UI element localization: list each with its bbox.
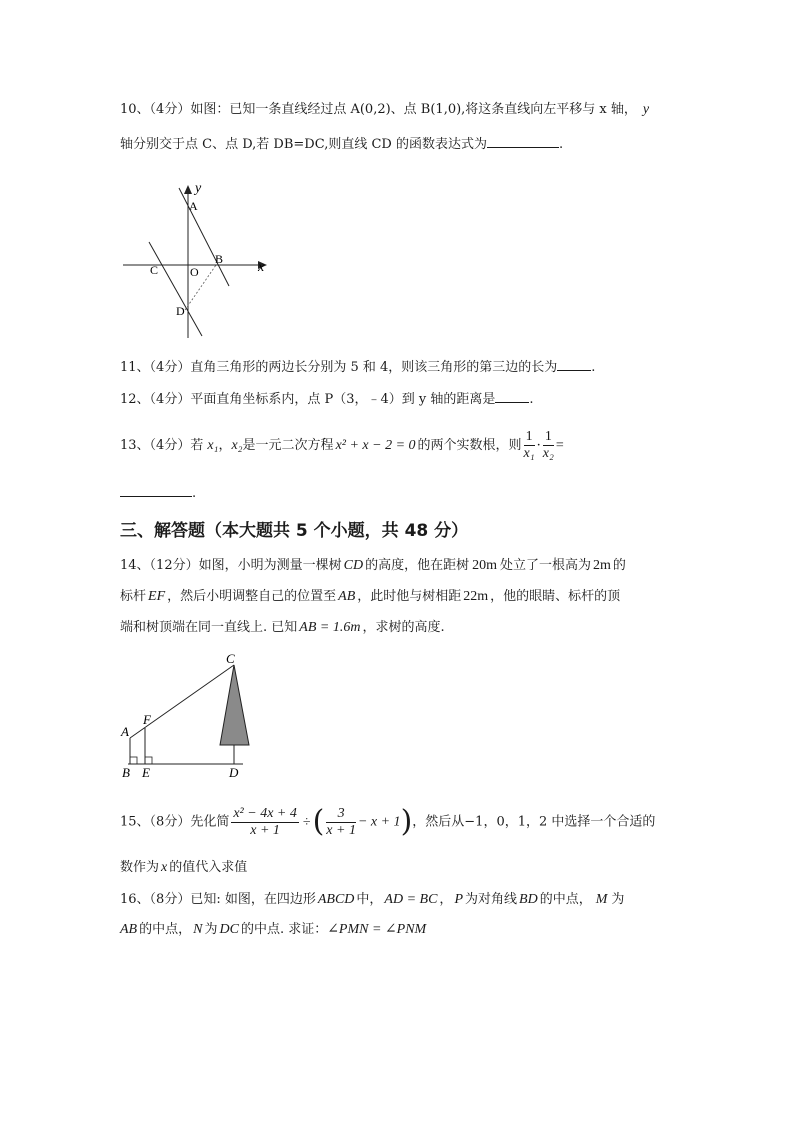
q16-abcd: ABCD [317, 892, 355, 907]
q13-fraction-2 [543, 429, 554, 462]
q15-right-paren: ) [400, 804, 413, 839]
q12-score: （4分） [149, 392, 191, 407]
q16-m: M [595, 892, 608, 907]
q14-line2 [120, 588, 620, 606]
q15-left-paren: ( [312, 804, 325, 839]
q15-fraction-1 [231, 806, 299, 839]
q14-line3 [120, 619, 445, 637]
q16-text-1c: ， [439, 892, 453, 907]
q15-fraction-1-den: x + 1 [250, 822, 280, 838]
q14-ef: EF [148, 589, 166, 604]
q15-tail-expr: − x + 1 [357, 814, 401, 830]
q10-label-O: O [190, 265, 199, 279]
q10-label-B: B [215, 252, 224, 266]
q14-text-3b: ，求树的高度. [362, 620, 445, 635]
q15-fraction-2-num: 3 [326, 806, 356, 823]
q13-score: （4分） [149, 438, 191, 453]
q10-answer-blank [487, 135, 559, 148]
q12-answer-blank [495, 390, 529, 403]
q16-dc: DC [219, 922, 239, 937]
q13-text-3: 的两个实数根，则 [417, 438, 522, 453]
q15-line2 [120, 859, 247, 877]
q10-text-1: 如图：已知一条直线经过点 A(0,2)、点 B(1,0),将这条直线向左平移与 x 轴， [190, 102, 637, 117]
q14-number: 14、 [120, 558, 150, 573]
q14-label-C: C [226, 651, 235, 666]
q10-line-ab [179, 188, 229, 286]
q14-distance-20m: 20m [472, 558, 497, 573]
q13-x2: x₂ [231, 438, 243, 453]
q13-comma: ， [218, 438, 232, 453]
q13-answer-blank [120, 484, 192, 497]
q10-label-x: x [258, 260, 265, 275]
q11-text: 直角三角形的两边长分别为 5 和 4，则该三角形的第三边的长为 [190, 360, 558, 375]
q13-fraction-2-den: x₂ [542, 446, 554, 461]
q14-text-1a: 如图，小明为测量一棵树 [198, 558, 342, 573]
q16-bd: BD [519, 892, 538, 907]
q12 [120, 390, 534, 409]
q10-period: . [558, 137, 564, 152]
q13-text-2: 是一元二次方程 [242, 438, 334, 453]
q14-line1 [120, 557, 626, 575]
q11-answer-blank [557, 358, 591, 371]
q10-number: 10、 [120, 102, 150, 117]
q16-score: （8分） [149, 892, 191, 907]
q13-fraction-2-num: 1 [543, 429, 554, 446]
q11-score: （4分） [149, 360, 191, 375]
q11-period: . [591, 360, 596, 375]
q14-text-2b: ，然后小明调整自己的位置至 [167, 589, 337, 604]
q15-x: x [161, 860, 168, 875]
q14-label-F: F [143, 712, 151, 727]
q16-ab: AB [120, 922, 138, 937]
q14-text-2a: 标杆 [120, 589, 147, 604]
q11 [120, 358, 595, 377]
q16-ad-bc: AD = BC [384, 892, 438, 907]
q14-label-A: A [121, 724, 129, 739]
q10-line2 [120, 135, 563, 154]
q16-text-1b: 中， [356, 892, 383, 907]
q16-text-2c: 的中点. 求证： [240, 922, 328, 937]
q14-text-1c: 处立了一根高为 [499, 558, 591, 573]
q10-text-2: 轴分别交于点 C、点 D,若 DB=DC,则直线 CD 的函数表达式为 [120, 137, 487, 152]
q14-text-2d: ，他的眼睛、标杆的顶 [490, 589, 621, 604]
q14-tree-figure [115, 648, 265, 783]
q15-number: 15、 [120, 814, 150, 830]
q13-fraction-1 [524, 429, 535, 462]
q16-number: 16、 [120, 892, 150, 907]
q14-height-2m: 2m [592, 558, 611, 573]
q13-dot: · [536, 438, 541, 453]
q10-coordinate-figure [115, 178, 280, 343]
q15-score: （8分） [149, 814, 191, 830]
q16-text-1f: 为 [611, 892, 625, 907]
q10-label-A: A [189, 199, 198, 213]
q13-number: 13、 [120, 438, 150, 453]
q15-fraction-2 [326, 806, 356, 839]
q12-number: 12、 [120, 392, 150, 407]
q15-text-4: 的值代入求值 [169, 860, 248, 875]
q16-p: P [454, 892, 463, 907]
q10-y-arrow [184, 185, 192, 194]
q16-text-2a: 的中点， [139, 922, 192, 937]
q10-line1 [120, 101, 649, 119]
q12-text: 平面直角坐标系内，点 P（3，﹣4）到 y 轴的距离是 [190, 392, 496, 407]
q14-text-3a: 端和树顶端在同一直线上. 已知 [120, 620, 298, 635]
q16-line2 [120, 921, 426, 939]
q14-right-angle-b [130, 757, 137, 764]
q15-fraction-1-num: x² − 4x + 4 [233, 805, 297, 821]
q14-right-angle-e [145, 757, 152, 764]
q13-fraction-1-den: x₁ [523, 446, 535, 461]
q13-equation: x² + x − 2 = 0 [335, 438, 416, 453]
q14-ab-value: AB = 1.6m [299, 620, 361, 635]
q14-text-1d: 的 [612, 558, 626, 573]
q14-cd: CD [343, 558, 364, 573]
q10-label-y: y [195, 181, 202, 196]
q15-divide: ÷ [302, 814, 311, 830]
q15-fraction-2-den: x + 1 [326, 822, 356, 838]
q14-score: （12分） [149, 558, 199, 573]
section-3-heading: 三、解答题（本大题共 5 个小题，共 48 分） [120, 521, 469, 541]
q15-text-1: 先化简 [190, 814, 230, 830]
q15-text-3: 数作为 [120, 860, 160, 875]
q13-line1 [120, 426, 564, 466]
q13-period: . [192, 486, 197, 501]
q16-line1 [120, 891, 624, 909]
q11-number: 11、 [120, 360, 150, 375]
q16-text-1d: 为对角线 [465, 892, 518, 907]
q15-text-2: ，然后从−1，0，1，2 中选择一个合适的 [412, 814, 656, 830]
q13-text-if: 若 [190, 438, 204, 453]
q10-score: （4分） [149, 102, 191, 117]
q14-text-2c: ，此时他与树相距 [357, 589, 462, 604]
q14-ab: AB [338, 589, 356, 604]
q14-label-E: E [142, 765, 150, 780]
q10-y-symbol: y [642, 102, 650, 117]
q12-period: . [529, 392, 534, 407]
q14-tree-crown [220, 665, 249, 745]
q16-text-2b: 为 [204, 922, 218, 937]
q16-n: N [193, 922, 203, 937]
q15-line1 [120, 800, 655, 845]
q16-text-1e: 的中点， [539, 892, 592, 907]
q14-label-B: B [122, 765, 130, 780]
q10-label-D: D [176, 304, 185, 318]
q16-angle-equation: ∠PMN = ∠PNM [327, 922, 427, 937]
q14-text-1b: 的高度，他在距树 [365, 558, 470, 573]
q14-sight-line [130, 665, 234, 738]
q10-label-C: C [150, 263, 159, 277]
q14-distance-22m: 22m [463, 589, 489, 604]
q10-line-cd [149, 242, 202, 336]
q13-x1: x₁ [207, 438, 219, 453]
q16-text-1a: 已知: 如图，在四边形 [190, 892, 316, 907]
q13-equals: = [555, 438, 564, 453]
q14-label-D: D [229, 765, 239, 780]
q13-fraction-1-num: 1 [524, 429, 535, 446]
q13-line2 [120, 484, 196, 503]
